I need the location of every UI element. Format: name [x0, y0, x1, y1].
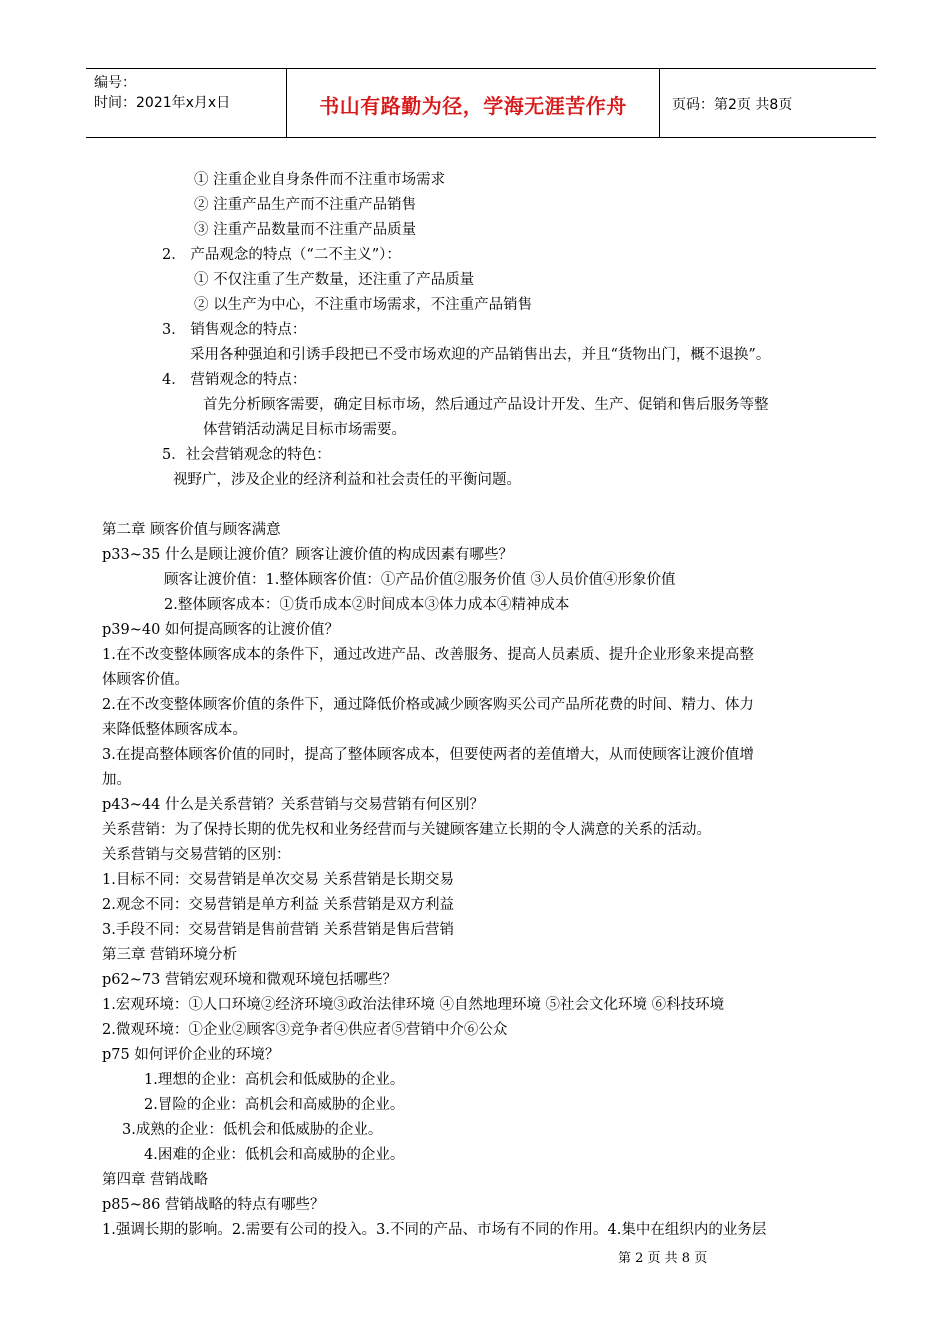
text-line: 1.理想的企业：高机会和低威胁的企业。: [144, 1072, 405, 1088]
header-motto-cell: [287, 69, 660, 137]
text-line: ① 不仅注重了生产数量，还注重了产品质量: [194, 272, 475, 288]
text-line: 4． 营销观念的特点：: [162, 372, 307, 388]
text-line: 2.冒险的企业：高机会和高威胁的企业。: [144, 1097, 405, 1113]
page-header: [86, 68, 876, 138]
text-line: ② 以生产为中心，不注重市场需求，不注重产品销售: [194, 297, 533, 313]
text-line: 关系营销：为了保持长期的优先权和业务经营而与关键顾客建立长期的令人满意的关系的活动。: [102, 822, 711, 838]
chapter-heading: 第四章 营销战略: [102, 1172, 209, 1188]
text-line: 首先分析顾客需要，确定目标市场，然后通过产品设计开发、生产、促销和售后服务等整: [203, 397, 769, 413]
text-line: 2.整体顾客成本：①货币成本②时间成本③体力成本④精神成本: [164, 597, 570, 613]
text-line: 体顾客价值。: [102, 672, 189, 688]
chapter-heading: 第三章 营销环境分析: [102, 947, 238, 963]
text-line: 加。: [102, 772, 131, 788]
text-line: 1.目标不同：交易营销是单次交易 关系营销是长期交易: [102, 872, 454, 888]
document-number-label: 编号：: [94, 75, 136, 91]
header-info-cell: [86, 69, 287, 137]
text-line: 2.观念不同：交易营销是单方利益 关系营销是双方利益: [102, 897, 454, 913]
question-line: p33~35 什么是顾让渡价值？顾客让渡价值的构成因素有哪些？: [102, 547, 513, 563]
text-line: ③ 注重产品数量而不注重产品质量: [194, 222, 417, 238]
text-line: 视野广，涉及企业的经济利益和社会责任的平衡问题。: [173, 472, 521, 488]
text-line: 1.在不改变整体顾客成本的条件下，通过改进产品、改善服务、提高人员素质、提升企业形象来提高整: [102, 647, 754, 663]
text-line: 3． 销售观念的特点：: [162, 322, 307, 338]
text-line: 4.困难的企业：低机会和高威胁的企业。: [144, 1147, 405, 1163]
document-time-label: 时间：2021年x月x日: [94, 95, 231, 111]
text-line: 来降低整体顾客成本。: [102, 722, 247, 738]
text-line: 体营销活动满足目标市场需要。: [203, 422, 406, 438]
header-page-cell: [660, 69, 876, 137]
text-line: 顾客让渡价值：1.整体顾客价值：①产品价值②服务价值 ③人员价值④形象价值: [164, 572, 676, 588]
page-footer: 第 2 页 共 8 页: [618, 1251, 708, 1266]
question-line: p85~86 营销战略的特点有哪些？: [102, 1197, 325, 1213]
text-line: 1.强调长期的影响。2.需要有公司的投入。3.不同的产品、市场有不同的作用。4.集中在组织内的业务层: [102, 1222, 767, 1238]
text-line: 3.成熟的企业：低机会和低威胁的企业。: [122, 1122, 383, 1138]
text-line: 3.在提高整体顾客价值的同时，提高了整体顾客成本，但要使两者的差值增大，从而使顾客让渡价值增: [102, 747, 754, 763]
question-line: p39~40 如何提高顾客的让渡价值？: [102, 622, 339, 638]
chapter-heading: 第二章 顾客价值与顾客满意: [102, 522, 281, 538]
text-line: 1.宏观环境：①人口环境②经济环境③政治法律环境 ④自然地理环境 ⑤社会文化环境 ⑥科技环境: [102, 997, 725, 1013]
question-line: p62~73 营销宏观环境和微观环境包括哪些？: [102, 972, 397, 988]
text-line: ② 注重产品生产而不注重产品销售: [194, 197, 417, 213]
text-line: ① 注重企业自身条件而不注重市场需求: [194, 172, 446, 188]
text-line: 3.手段不同：交易营销是售前营销 关系营销是售后营销: [102, 922, 454, 938]
text-line: 2.在不改变整体顾客价值的条件下，通过降低价格或减少顾客购买公司产品所花费的时间、精力、体力: [102, 697, 754, 713]
text-line: 2.微观环境：①企业②顾客③竞争者④供应者⑤营销中介⑥公众: [102, 1022, 508, 1038]
question-line: p75 如何评价企业的环境？: [102, 1047, 280, 1063]
header-motto: 书山有路勤为径，学海无涯苦作舟: [319, 94, 627, 118]
text-line: 采用各种强迫和引诱手段把已不受市场欢迎的产品销售出去，并且“货物出门，概不退换”。: [190, 347, 771, 363]
question-line: p43~44 什么是关系营销？关系营销与交易营销有何区别？: [102, 797, 484, 813]
text-line: 关系营销与交易营销的区别：: [102, 847, 291, 863]
header-page-number: 页码：第2页 共8页: [672, 97, 793, 113]
text-line: 5．社会营销观念的特色：: [162, 447, 331, 463]
text-line: 2． 产品观念的特点（“二不主义”）：: [162, 247, 401, 263]
